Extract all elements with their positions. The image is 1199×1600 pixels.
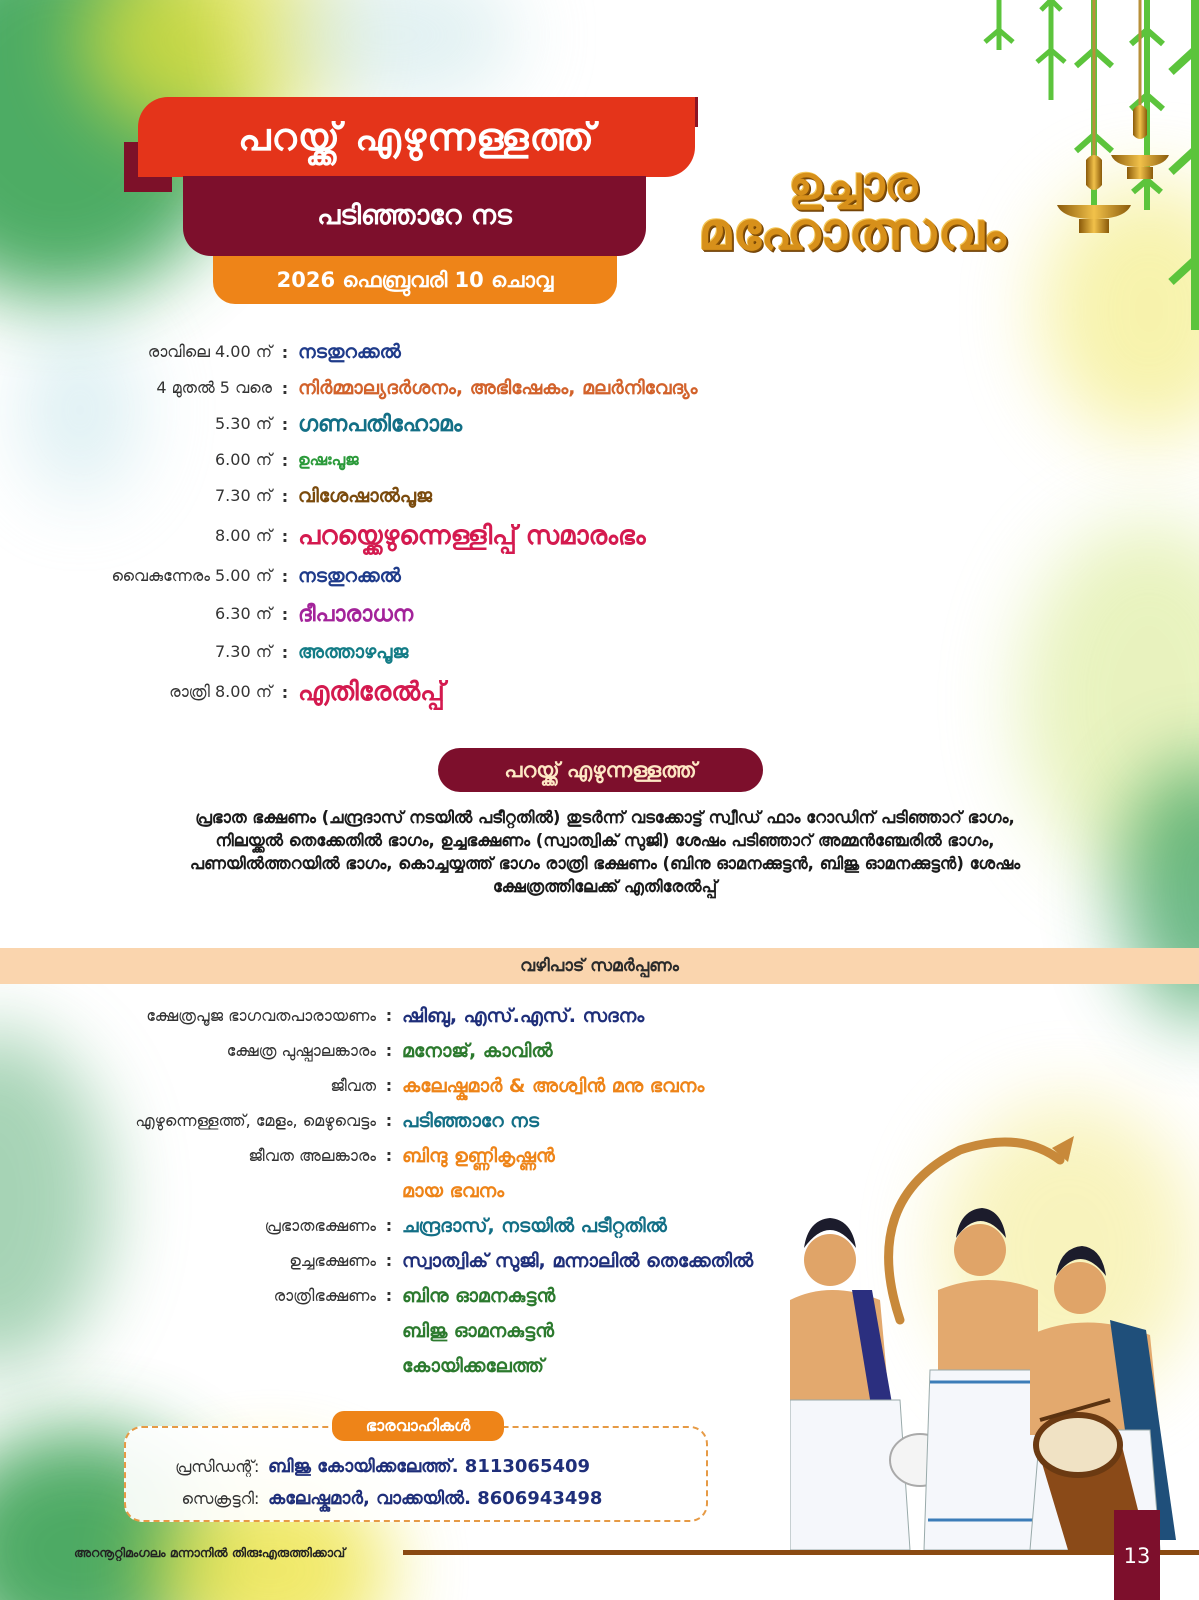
offering-row-continued [0, 1173, 820, 1208]
offering-value: ബിജു ഓമനകുട്ടൻ [402, 1319, 555, 1342]
bearer-row [126, 1456, 590, 1477]
separator-colon: : [385, 1216, 393, 1235]
schedule-time: 4 മുതൽ 5 വരെ [156, 378, 272, 397]
offerings-heading-text: വഴിപാട് സമർപ്പണം [520, 956, 679, 976]
separator-colon: : [281, 378, 289, 398]
offering-row [0, 1103, 820, 1138]
mango-leaf-garland-icon [959, 0, 1199, 340]
office-bearers-heading [332, 1411, 504, 1441]
procession-line: പ്രഭാത ഭക്ഷണം (ചന്ദ്രദാസ് നടയിൽ പടീറ്റതിൽ) തുടർന്ന് വടക്കോട്ട് സ്വീഡ് ഫാം റോഡിന് പടിഞ്ഞാറ് ഭാഗം, [195, 808, 1015, 827]
schedule-time: 5.30 ന് [215, 414, 272, 433]
offering-label: ജീവത അലങ്കാരം [248, 1145, 376, 1165]
schedule-event: ഗണപതിഹോമം [298, 411, 463, 437]
offering-label: ജീവത [330, 1075, 376, 1095]
schedule-event: നിർമ്മാല്യദർശനം, അഭിഷേകം, മലർനിവേദ്യം [298, 377, 698, 399]
page-subtitle [183, 176, 646, 256]
offering-label: ഉച്ചഭക്ഷണം [289, 1250, 376, 1270]
separator-colon: : [281, 414, 289, 434]
schedule-time: രാവിലെ 4.00 ന് [147, 342, 272, 361]
schedule-event: നടതുറക്കൽ [298, 341, 401, 363]
office-bearers-heading-text: ഭാരവാഹികൾ [365, 1416, 471, 1435]
schedule-time: വൈകുന്നേരം 5.00 ന് [111, 566, 272, 585]
offering-row-continued [0, 1313, 820, 1348]
separator-colon: : [281, 450, 289, 470]
procession-heading-text: പറയ്ക്ക് എഴുന്നള്ളത്ത് [504, 757, 697, 782]
schedule-event: നടതുറക്കൽ [298, 565, 401, 587]
bearer-role: പ്രസിഡന്റ് [175, 1456, 254, 1476]
schedule-event: പറയ്ക്കെഴുന്നെള്ളിപ്പ് സമാരംഭം [298, 520, 646, 551]
page-title [138, 97, 695, 177]
offering-value: പടിഞ്ഞാറേ നട [402, 1109, 539, 1132]
offering-value: ചന്ദ്രദാസ്, നടയിൽ പടീറ്റതിൽ [402, 1214, 667, 1237]
procession-line: പണയിൽത്തറയിൽ ഭാഗം, കൊച്ചയ്യത്ത് ഭാഗം രാത്രി ഭക്ഷണം (ബിനു ഓമനക്കുട്ടൻ, ബിജു ഓമനക്കുട്ടൻ) ശേഷം [189, 854, 1021, 873]
procession-heading [438, 748, 763, 792]
procession-route [140, 806, 1070, 898]
separator-colon: : [254, 1489, 260, 1508]
separator-colon: : [385, 1041, 393, 1060]
separator-colon: : [281, 342, 289, 362]
schedule-event: ദീപാരാധന [298, 601, 414, 627]
schedule-event: ഉഷഃപൂജ [298, 450, 359, 469]
offering-row [0, 1068, 820, 1103]
schedule-row [0, 478, 800, 514]
offering-value: കോയിക്കലേത്ത് [402, 1354, 544, 1377]
page-title-text: പറയ്ക്ക് എഴുന്നള്ളത്ത് [238, 114, 595, 159]
offering-row [0, 1278, 820, 1313]
offerings-heading [0, 948, 1199, 984]
offering-row [0, 1208, 820, 1243]
separator-colon: : [281, 566, 289, 586]
offering-value: മായ ഭവനം [402, 1179, 505, 1202]
event-date-text: 2026 ഫെബ്രുവരി 10 ചൊവ്വ [276, 267, 554, 292]
offering-row [0, 1243, 820, 1278]
schedule-row [0, 634, 800, 670]
separator-colon: : [385, 1111, 393, 1130]
schedule-row [0, 514, 800, 558]
separator-colon: : [385, 1286, 393, 1305]
offering-row [0, 1138, 820, 1173]
festival-title-line1: ഉച്ചാര [788, 156, 918, 210]
footer-temple-name: അറനൂറ്റിമംഗലം മന്നാനിൽ തിരുഃഎരുത്തിക്കാവ് [74, 1545, 346, 1560]
separator-colon: : [385, 1006, 393, 1025]
schedule-row [0, 594, 800, 634]
schedule-time: 7.30 ന് [215, 486, 272, 505]
page-number [1114, 1510, 1160, 1600]
event-date [213, 256, 617, 304]
separator-colon: : [385, 1251, 393, 1270]
offering-row [0, 998, 820, 1033]
offering-value: സ്വാത്വിക് സുജി, മന്നാലിൽ തെക്കേതിൽ [402, 1249, 754, 1272]
separator-colon: : [281, 604, 289, 624]
page-number-text: 13 [1123, 1544, 1151, 1568]
separator-colon: : [281, 642, 289, 662]
footer-divider [403, 1550, 1199, 1555]
offering-value: ബിനു ഓമനകുട്ടൻ [402, 1284, 556, 1307]
separator-colon: : [281, 682, 289, 702]
schedule-row [0, 370, 800, 406]
bearer-role: സെക്രട്ടറി [181, 1488, 254, 1508]
offerings-list [0, 998, 820, 1383]
separator-colon: : [385, 1076, 393, 1095]
schedule-time: 6.00 ന് [215, 450, 272, 469]
procession-line: ക്ഷേത്രത്തിലേക്ക് എതിരേൽപ്പ് [492, 877, 718, 896]
festival-title-line2: മഹോത്സവം [698, 201, 1008, 262]
offering-label: രാത്രിഭക്ഷണം [273, 1285, 376, 1305]
schedule-row [0, 670, 800, 714]
schedule-event: എതിരേൽപ്പ് [298, 676, 445, 707]
schedule-row [0, 442, 800, 478]
schedule-row [0, 558, 800, 594]
temple-musicians-illustration [790, 1120, 1199, 1550]
bearer-contact: കലേഷ്കുമാർ, വാക്കയിൽ. 8606943498 [268, 1488, 603, 1509]
page-subtitle-text: പടിഞ്ഞാറേ നട [317, 200, 512, 231]
offering-value: മനോജ്, കാവിൽ [402, 1039, 553, 1062]
schedule-time: 7.30 ന് [215, 642, 272, 661]
offering-row-continued [0, 1348, 820, 1383]
bearer-contact: ബിജു കോയിക്കലേത്ത്. 8113065409 [268, 1456, 591, 1477]
offering-label: ക്ഷേത്രപൂജ ഭാഗവതപാരായണം [146, 1005, 376, 1025]
offering-value: ഷിബു, എസ്.എസ്. സദനം [402, 1004, 645, 1027]
schedule-time: രാത്രി 8.00 ന് [169, 682, 272, 701]
offering-label: ക്ഷേത്ര പുഷ്പാലങ്കാരം [226, 1040, 376, 1060]
separator-colon: : [254, 1457, 260, 1476]
offering-label: എഴുന്നെള്ളത്ത്, മേളം, മെഴുവെട്ടം [135, 1110, 376, 1130]
offering-row [0, 1033, 820, 1068]
schedule-row [0, 334, 800, 370]
separator-colon: : [385, 1146, 393, 1165]
schedule-row [0, 406, 800, 442]
offering-label: പ്രഭാതഭക്ഷണം [264, 1215, 376, 1235]
schedule-time: 6.30 ന് [215, 604, 272, 623]
separator-colon: : [281, 486, 289, 506]
separator-colon: : [281, 526, 289, 546]
bearer-row [126, 1488, 602, 1509]
schedule-event: വിശേഷാൽപൂജ [298, 485, 433, 507]
offering-value: ബിന്ദു ഉണ്ണികൃഷ്ണൻ [402, 1144, 555, 1167]
procession-line: നിലയ്ക്കൽ തെക്കേതിൽ ഭാഗം, ഉച്ചഭക്ഷണം (സ്വാത്വിക് സുജി) ശേഷം പടിഞ്ഞാറ് അമ്മൻഞ്ചേരിൽ ഭാഗം, [215, 831, 995, 850]
offering-value: കലേഷ്കുമാർ & അശ്വിൻ മനു ഭവനം [402, 1074, 705, 1097]
schedule-event: അത്താഴപൂജ [298, 641, 409, 663]
schedule-time: 8.00 ന് [215, 526, 272, 545]
daily-schedule [0, 334, 800, 714]
